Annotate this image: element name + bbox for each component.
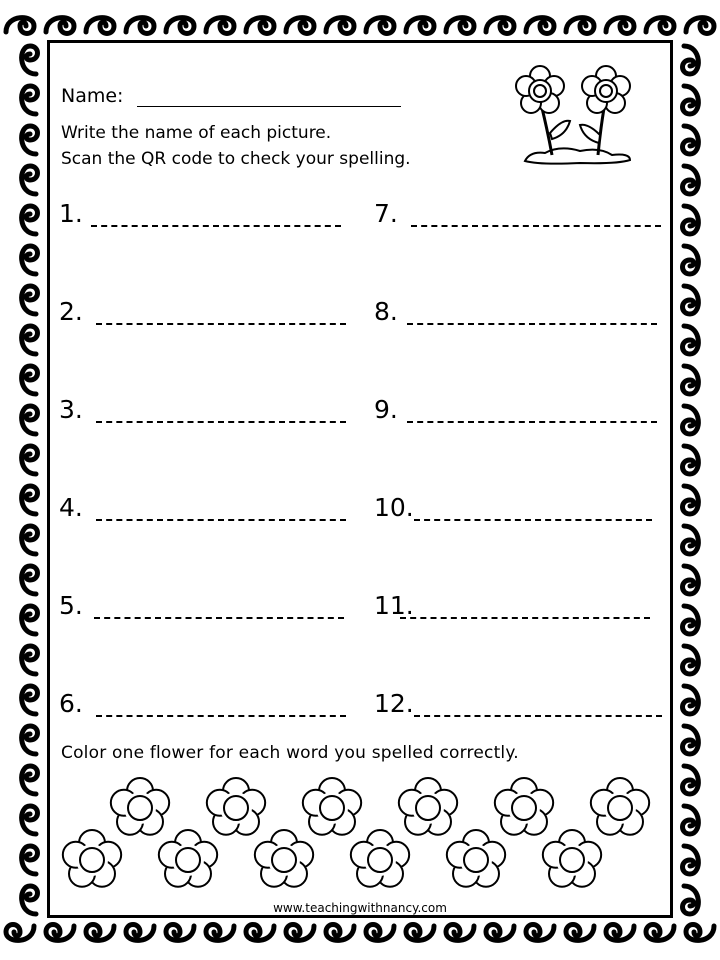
answer-line[interactable]: [96, 421, 346, 423]
worksheet-page: [47, 40, 673, 918]
answer-item-11: [374, 591, 664, 631]
flower-outline-icon[interactable]: [255, 830, 313, 887]
answer-line[interactable]: [407, 323, 657, 325]
answer-line[interactable]: [91, 225, 341, 227]
item-number: 2.: [59, 297, 83, 326]
item-number: 11.: [374, 591, 414, 620]
answer-item-12: [374, 689, 664, 729]
answer-line[interactable]: [400, 617, 650, 619]
item-number: 5.: [59, 591, 83, 620]
answer-item-1: [59, 199, 344, 239]
answer-item-9: [374, 395, 664, 435]
flower-outline-icon[interactable]: [63, 830, 121, 887]
answer-line[interactable]: [96, 715, 346, 717]
answer-line[interactable]: [411, 225, 661, 227]
item-number: 12.: [374, 689, 414, 718]
item-number: 6.: [59, 689, 83, 718]
instruction-line-1: Write the name of each picture.: [61, 123, 332, 143]
answer-item-2: [59, 297, 354, 337]
name-label: Name:: [61, 85, 124, 107]
answer-line[interactable]: [96, 323, 346, 325]
color-instruction: Color one flower for each word you spelled correctly.: [61, 743, 519, 763]
flower-outline-icon[interactable]: [399, 778, 457, 835]
flower-outline-icon[interactable]: [159, 830, 217, 887]
item-number: 1.: [59, 199, 83, 228]
flower-outline-icon[interactable]: [543, 830, 601, 887]
item-number: 9.: [374, 395, 398, 424]
flower-outline-icon[interactable]: [111, 778, 169, 835]
two-flowers-icon: [500, 63, 640, 168]
item-number: 8.: [374, 297, 398, 326]
flower-outline-icon[interactable]: [207, 778, 265, 835]
answer-line[interactable]: [414, 715, 662, 717]
item-number: 3.: [59, 395, 83, 424]
answer-item-7: [374, 199, 664, 239]
flower-outline-icon[interactable]: [351, 830, 409, 887]
flower-outline-icon[interactable]: [591, 778, 649, 835]
answer-line[interactable]: [96, 519, 346, 521]
answer-line[interactable]: [414, 519, 652, 521]
item-number: 7.: [374, 199, 398, 228]
answer-item-3: [59, 395, 354, 435]
answer-line[interactable]: [94, 617, 344, 619]
name-field[interactable]: [137, 106, 401, 107]
flower-outline-icon[interactable]: [303, 778, 361, 835]
answer-item-4: [59, 493, 354, 533]
flower-tracker: [50, 768, 670, 898]
flower-outline-icon[interactable]: [495, 778, 553, 835]
website-credit: www.teachingwithnancy.com: [273, 901, 447, 915]
item-number: 4.: [59, 493, 83, 522]
instruction-line-2: Scan the QR code to check your spelling.: [61, 149, 411, 169]
answer-item-10: [374, 493, 664, 533]
answer-line[interactable]: [407, 421, 657, 423]
flower-outline-icon[interactable]: [447, 830, 505, 887]
answer-item-6: [59, 689, 354, 729]
answer-item-5: [59, 591, 354, 631]
answer-item-8: [374, 297, 664, 337]
item-number: 10.: [374, 493, 414, 522]
